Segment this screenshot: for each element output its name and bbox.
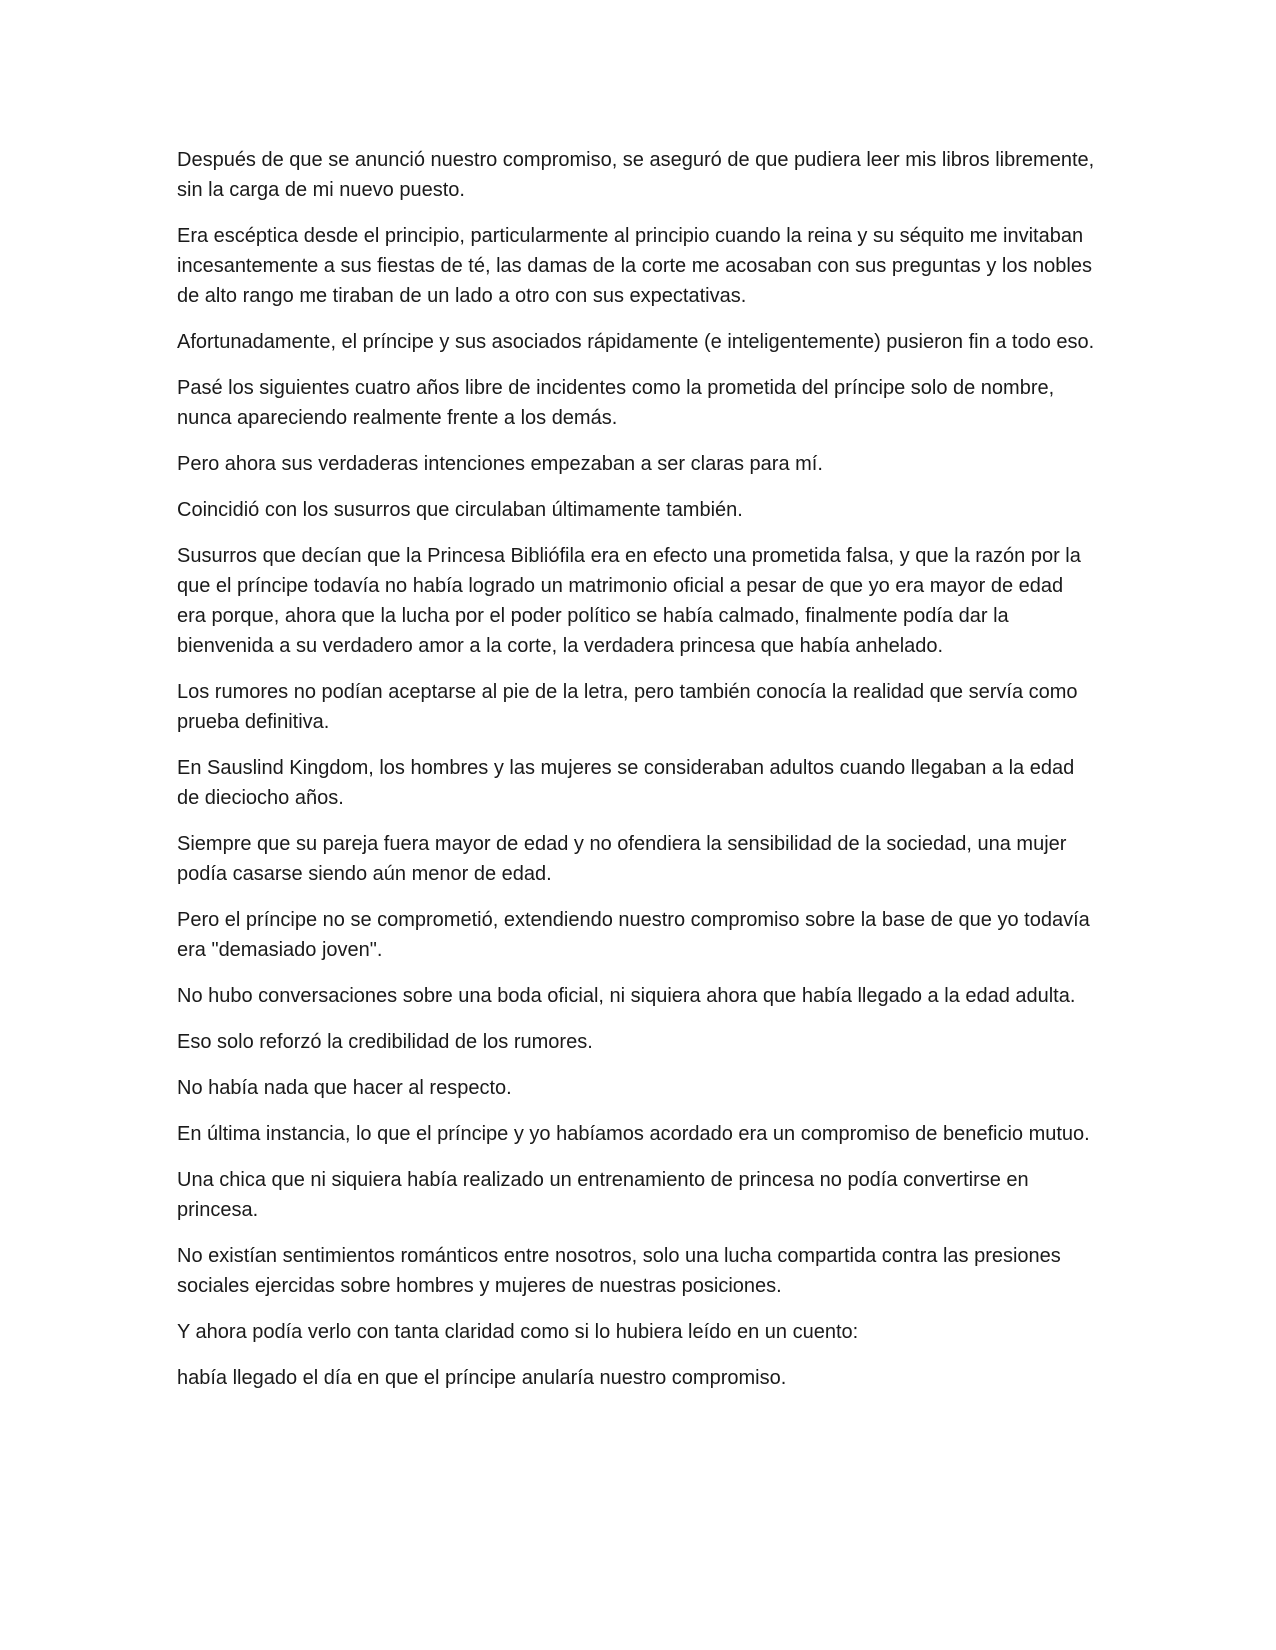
paragraph: Pero ahora sus verdaderas intenciones empezaban a ser claras para mí. xyxy=(177,453,823,475)
paragraph: Y ahora podía verlo con tanta claridad como si lo hubiera leído en un cuento: xyxy=(177,1321,859,1343)
paragraph: Eso solo reforzó la credibilidad de los rumores. xyxy=(177,1031,593,1053)
paragraph: No existían sentimientos románticos entre nosotros, solo una lucha compartida contra las presiones sociales ejercidas sobre hombres y mujeres de nuestras posiciones. xyxy=(177,1245,1061,1297)
paragraph: Después de que se anunció nuestro compromiso, se aseguró de que pudiera leer mis libros libremente, sin la carga de mi nuevo puesto. xyxy=(177,149,1095,201)
document-body xyxy=(177,145,1097,1409)
paragraph: Susurros que decían que la Princesa Bibliófila era en efecto una prometida falsa, y que la razón por la que el príncipe todavía no había logrado un matrimonio oficial a pesar de que yo era mayor de edad era porque, ahora que la lucha por el poder político se había calmado, finalmente podía dar la bienvenida a su verdadero amor a la corte, la verdadera princesa que había anhelado. xyxy=(177,545,1081,657)
paragraph: No había nada que hacer al respecto. xyxy=(177,1077,512,1099)
paragraph: No hubo conversaciones sobre una boda oficial, ni siquiera ahora que había llegado a la edad adulta. xyxy=(177,985,1076,1007)
paragraph: había llegado el día en que el príncipe anularía nuestro compromiso. xyxy=(177,1367,787,1389)
paragraph: En última instancia, lo que el príncipe y yo habíamos acordado era un compromiso de beneficio mutuo. xyxy=(177,1123,1090,1145)
paragraph: Coincidió con los susurros que circulaban últimamente también. xyxy=(177,499,743,521)
paragraph: En Sauslind Kingdom, los hombres y las mujeres se consideraban adultos cuando llegaban a la edad de dieciocho años. xyxy=(177,757,1075,809)
paragraph: Pasé los siguientes cuatro años libre de incidentes como la prometida del príncipe solo de nombre, nunca apareciendo realmente frente a los demás. xyxy=(177,377,1055,429)
paragraph: Los rumores no podían aceptarse al pie de la letra, pero también conocía la realidad que servía como prueba definitiva. xyxy=(177,681,1078,733)
paragraph: Siempre que su pareja fuera mayor de edad y no ofendiera la sensibilidad de la sociedad, una mujer podía casarse siendo aún menor de edad. xyxy=(177,833,1067,885)
paragraph: Afortunadamente, el príncipe y sus asociados rápidamente (e inteligentemente) pusieron fin a todo eso. xyxy=(177,331,1095,353)
paragraph: Pero el príncipe no se comprometió, extendiendo nuestro compromiso sobre la base de que yo todavía era "demasiado joven". xyxy=(177,909,1090,961)
paragraph: Era escéptica desde el principio, particularmente al principio cuando la reina y su séquito me invitaban incesantemente a sus fiestas de té, las damas de la corte me acosaban con sus preguntas y los nobles de alto rango me tiraban de un lado a otro con sus expectativas. xyxy=(177,225,1092,307)
paragraph: Una chica que ni siquiera había realizado un entrenamiento de princesa no podía convertirse en princesa. xyxy=(177,1169,1029,1221)
